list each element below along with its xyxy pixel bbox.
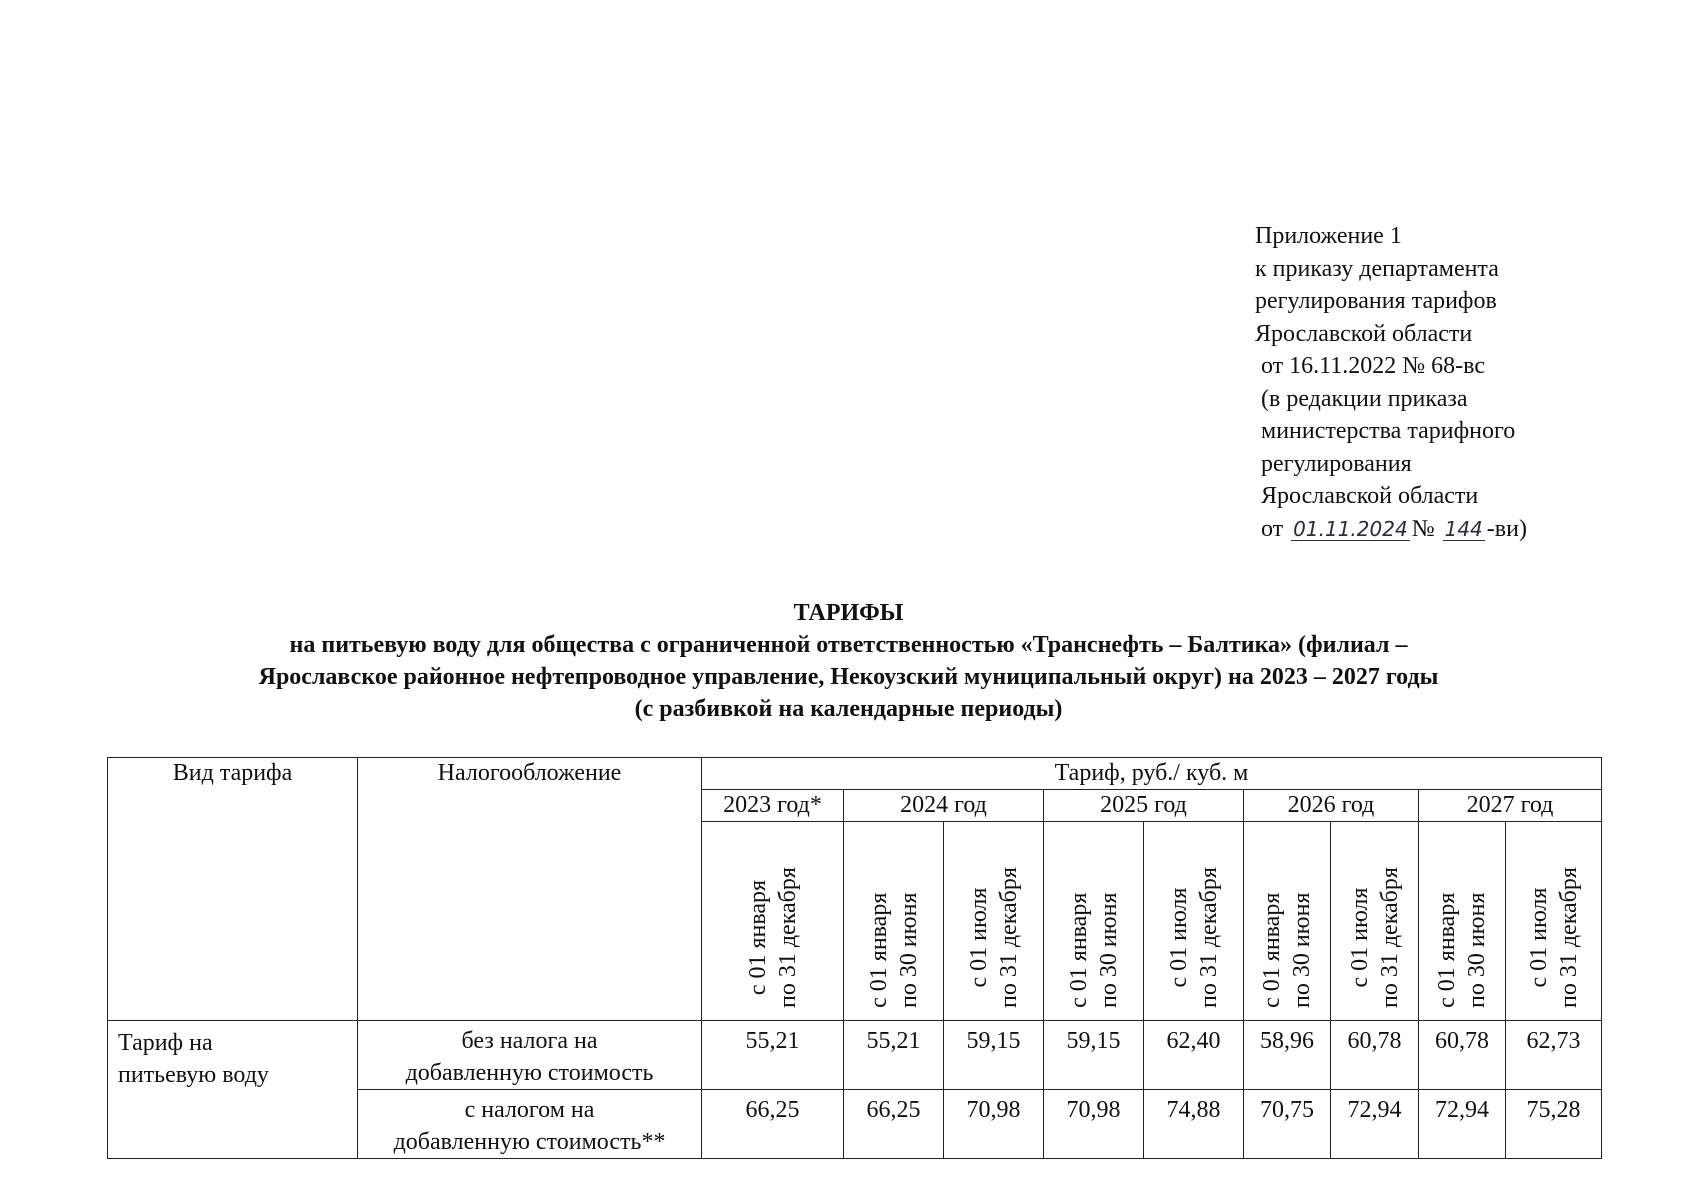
value-cell: 66,25 bbox=[844, 1090, 944, 1159]
title-line: на питьевую воду для общества с ограниченной ответственностью «Транснефть – Балтика» (филиал – bbox=[289, 632, 1408, 658]
handwritten-date: 01.11.2024 bbox=[1293, 516, 1408, 541]
value-cell: 55,21 bbox=[844, 1021, 944, 1090]
value-cell: 60,78 bbox=[1331, 1021, 1419, 1090]
value-cell: 62,73 bbox=[1506, 1021, 1602, 1090]
value-cell: 70,98 bbox=[1044, 1090, 1144, 1159]
period-header: с 01 января по 30 июня bbox=[1044, 822, 1144, 1021]
header-year-2024: 2024 год bbox=[844, 790, 1044, 822]
number-suffix: -ви) bbox=[1486, 515, 1527, 542]
header-kind: Вид тарифа bbox=[108, 758, 358, 1021]
header-tax: Налогообложение bbox=[358, 758, 702, 1021]
period-header: с 01 января по 30 июня bbox=[1244, 822, 1331, 1021]
appendix-line: Ярославской области bbox=[1255, 320, 1473, 347]
appendix-last-line bbox=[1255, 513, 1675, 546]
period-header: с 01 июля по 31 декабря bbox=[1144, 822, 1244, 1021]
appendix-line: министерства тарифного bbox=[1261, 418, 1516, 444]
value-cell: 60,78 bbox=[1419, 1021, 1506, 1090]
appendix-line: (в редакции приказа bbox=[1261, 385, 1468, 412]
row-kind-cell: Тариф на питьевую воду bbox=[108, 1021, 358, 1159]
period-header: с 01 января по 30 июня bbox=[844, 822, 944, 1021]
appendix-line: Приложение 1 bbox=[1255, 223, 1402, 249]
number-sign: № bbox=[1411, 515, 1435, 542]
value-cell: 72,94 bbox=[1331, 1090, 1419, 1159]
title-heading: ТАРИФЫ bbox=[793, 600, 904, 626]
appendix-line: регулирования тарифов bbox=[1255, 288, 1497, 314]
value-cell: 74,88 bbox=[1144, 1090, 1244, 1159]
period-header: с 01 января по 30 июня bbox=[1419, 822, 1506, 1021]
appendix-block bbox=[1255, 220, 1675, 545]
value-cell: 66,25 bbox=[702, 1090, 844, 1159]
document-title bbox=[0, 597, 1697, 725]
value-cell: 59,15 bbox=[1044, 1021, 1144, 1090]
value-cell: 62,40 bbox=[1144, 1021, 1244, 1090]
period-header: с 01 января по 31 декабря bbox=[702, 822, 844, 1021]
value-cell: 55,21 bbox=[702, 1021, 844, 1090]
appendix-from: от bbox=[1261, 515, 1284, 542]
title-line: Ярославское районное нефтепроводное управление, Некоузский муниципальный округ) на 2023 – 2027 годы bbox=[258, 664, 1439, 690]
handwritten-number: 144 bbox=[1444, 516, 1483, 541]
value-cell: 75,28 bbox=[1506, 1090, 1602, 1159]
header-year-2023: 2023 год* bbox=[702, 790, 844, 822]
tax-cell: с налогом на добавленную стоимость** bbox=[358, 1090, 702, 1159]
header-year-2027: 2027 год bbox=[1419, 790, 1602, 822]
table-row bbox=[108, 1021, 1602, 1090]
value-cell: 59,15 bbox=[944, 1021, 1044, 1090]
appendix-line: регулирования bbox=[1261, 450, 1412, 477]
header-tariff: Тариф, руб./ куб. м bbox=[702, 758, 1602, 790]
period-header: с 01 июля по 31 декабря bbox=[944, 822, 1044, 1021]
appendix-line: от 16.11.2022 № 68-вс bbox=[1261, 353, 1486, 379]
period-header: с 01 июля по 31 декабря bbox=[1331, 822, 1419, 1021]
value-cell: 58,96 bbox=[1244, 1021, 1331, 1090]
appendix-line: к приказу департамента bbox=[1255, 255, 1499, 282]
value-cell: 70,75 bbox=[1244, 1090, 1331, 1159]
header-year-2026: 2026 год bbox=[1244, 790, 1419, 822]
period-header: с 01 июля по 31 декабря bbox=[1506, 822, 1602, 1021]
header-year-2025: 2025 год bbox=[1044, 790, 1244, 822]
appendix-line: Ярославской области bbox=[1261, 483, 1479, 509]
tariff-table bbox=[107, 757, 1602, 1159]
value-cell: 72,94 bbox=[1419, 1090, 1506, 1159]
value-cell: 70,98 bbox=[944, 1090, 1044, 1159]
tax-cell: без налога на добавленную стоимость bbox=[358, 1021, 702, 1090]
title-line: (с разбивкой на календарные периоды) bbox=[634, 696, 1063, 722]
